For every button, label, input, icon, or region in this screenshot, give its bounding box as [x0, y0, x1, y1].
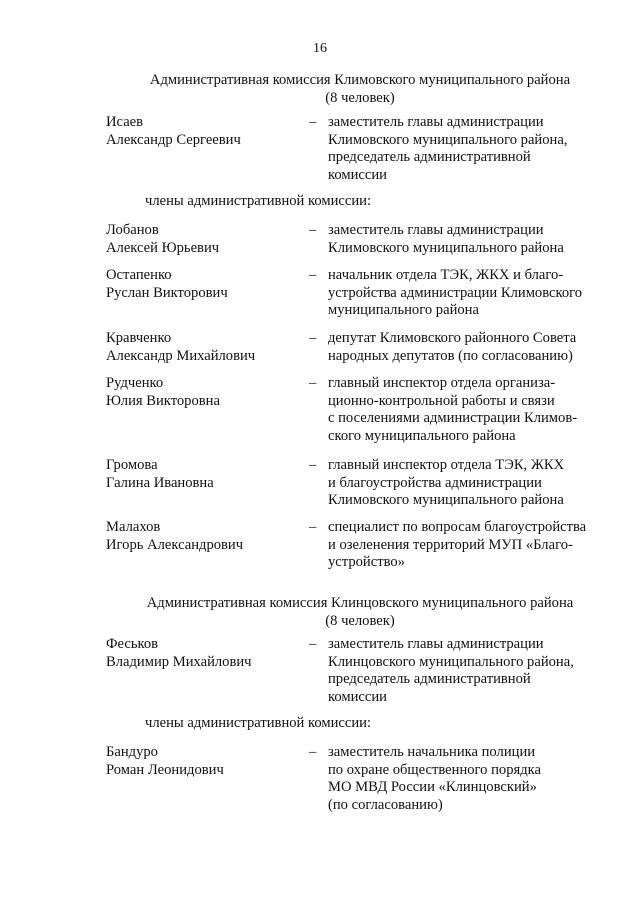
role-line: председатель административной	[328, 671, 531, 688]
person-role	[328, 330, 608, 365]
commission-title-text: Административная комиссия Клинцовского муниципального района	[146, 595, 574, 611]
role-line: ционно-контрольной работы и связи	[328, 392, 555, 409]
given-names: Роман Леонидович	[106, 761, 224, 778]
dash: –	[309, 636, 317, 652]
person-role	[328, 636, 608, 706]
role-line: депутат Климовского районного Совета	[328, 330, 577, 346]
role-line: специалист по вопросам благоустройства	[328, 519, 587, 535]
person-name	[106, 267, 296, 302]
given-names: Алексей Юрьевич	[106, 239, 220, 256]
role-line: заместитель начальника полиции	[328, 744, 536, 760]
dash: –	[309, 114, 317, 130]
person-name	[106, 114, 296, 149]
person-role	[328, 375, 608, 445]
given-names: Александр Сергеевич	[106, 131, 241, 148]
commission-count: (8 человек)	[325, 90, 395, 106]
role-line: комиссии	[328, 166, 387, 183]
role-line: ского муниципального района	[328, 427, 516, 444]
role-line: Климовского муниципального района,	[328, 131, 568, 148]
given-names: Владимир Михайлович	[106, 653, 252, 670]
person-name	[106, 330, 296, 365]
commission-count: (8 человек)	[325, 613, 395, 629]
dash: –	[309, 519, 317, 535]
person-role	[328, 222, 608, 257]
commission-title-text: Административная комиссия Климовского муниципального района	[149, 72, 571, 88]
surname: Кравченко	[106, 330, 172, 346]
role-line: заместитель главы администрации	[328, 114, 544, 130]
role-line: (по согласованию)	[328, 796, 443, 813]
given-names: Руслан Викторович	[106, 284, 228, 301]
surname: Лобанов	[106, 222, 159, 238]
role-line: с поселениями администрации Климов-	[328, 410, 578, 427]
role-line: председатель административной	[328, 149, 531, 166]
role-line: устройства администрации Климовского	[328, 284, 583, 301]
role-line: МО МВД России «Клинцовский»	[328, 779, 537, 796]
role-line: главный инспектор отдела ТЭК, ЖКХ	[328, 457, 565, 473]
person-role	[328, 114, 608, 184]
role-line: по охране общественного порядка	[328, 761, 542, 778]
surname: Исаев	[106, 114, 144, 130]
person-role	[328, 457, 608, 510]
role-line: комиссии	[328, 688, 387, 705]
surname: Рудченко	[106, 375, 164, 391]
dash: –	[309, 744, 317, 760]
page-number: 16	[313, 41, 327, 56]
members-header: члены административной комиссии:	[145, 193, 372, 209]
dash: –	[309, 267, 317, 283]
role-line: заместитель главы администрации	[328, 636, 544, 652]
role-line: и благоустройства администрации	[328, 474, 542, 491]
dash: –	[309, 457, 317, 473]
role-line: Климовского муниципального района	[328, 492, 564, 509]
person-role	[328, 267, 608, 320]
surname: Остапенко	[106, 267, 172, 283]
commission-2-title	[0, 594, 640, 630]
surname: Громова	[106, 457, 158, 473]
members-header: члены административной комиссии:	[145, 715, 372, 731]
role-line: заместитель главы администрации	[328, 222, 544, 238]
person-name	[106, 636, 296, 671]
role-line: Климовского муниципального района	[328, 239, 564, 256]
role-line: и озеленения территорий МУП «Благо-	[328, 536, 573, 553]
given-names: Игорь Александрович	[106, 536, 244, 553]
person-name	[106, 222, 296, 257]
dash: –	[309, 375, 317, 391]
role-line: начальник отдела ТЭК, ЖКХ и благо-	[328, 267, 564, 283]
given-names: Юлия Викторовна	[106, 392, 220, 409]
person-role	[328, 744, 608, 814]
surname: Бандуро	[106, 744, 158, 760]
role-line: народных депутатов (по согласованию)	[328, 347, 573, 364]
role-line: Клинцовского муниципального района,	[328, 653, 574, 670]
person-name	[106, 744, 296, 779]
role-line: главный инспектор отдела организа-	[328, 375, 556, 391]
commission-1-title	[0, 71, 640, 107]
given-names: Галина Ивановна	[106, 474, 214, 491]
dash: –	[309, 330, 317, 346]
person-role	[328, 519, 608, 572]
surname: Малахов	[106, 519, 161, 535]
role-line: муниципального района	[328, 302, 479, 319]
role-line: устройство»	[328, 554, 405, 571]
dash: –	[309, 222, 317, 238]
person-name	[106, 375, 296, 410]
person-name	[106, 457, 296, 492]
person-name	[106, 519, 296, 554]
surname: Феськов	[106, 636, 159, 652]
given-names: Александр Михайлович	[106, 347, 256, 364]
